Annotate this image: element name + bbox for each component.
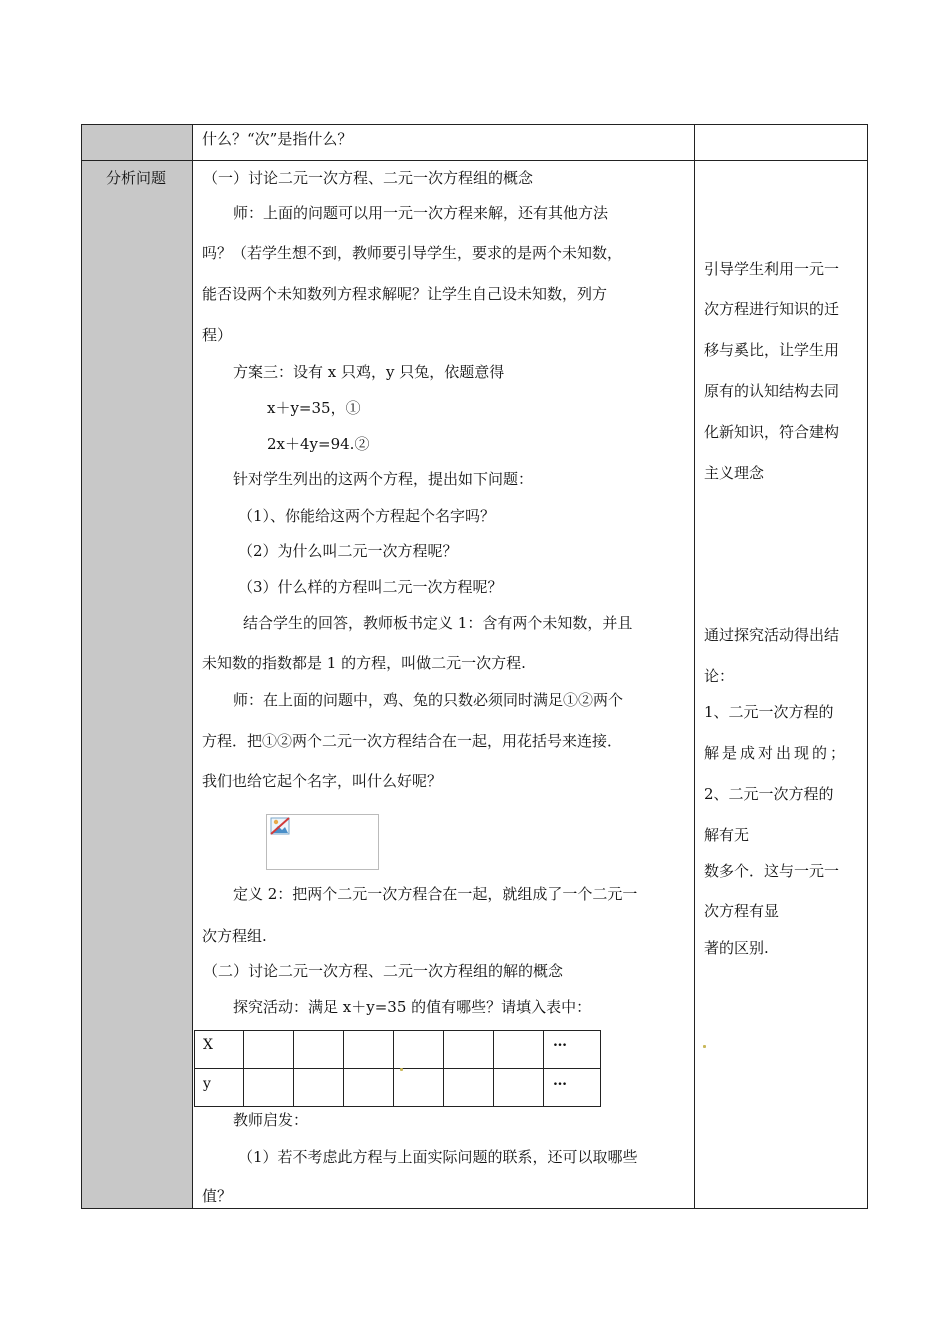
note2-line-5: 2、二元一次方程的 <box>704 785 834 803</box>
note1-line-5: 化新知识，符合建构 <box>704 423 840 441</box>
values-table-row-divider <box>195 1068 600 1069</box>
column-divider-2 <box>694 125 695 1208</box>
teacher-line-3: 我们也给它起个名字，叫什么好呢？ <box>202 772 443 790</box>
definition-1-line-2: 未知数的指数都是 1 的方程，叫做二元一次方程. <box>202 654 526 672</box>
row-y-ellipsis: … <box>553 1073 567 1089</box>
para1-line-3: 能否设两个未知数列方程求解呢？让学生自己设未知数，列方 <box>202 285 608 303</box>
section-label: 分析问题 <box>106 169 167 187</box>
note1-line-2: 次方程进行知识的迁 <box>704 300 840 318</box>
note2-line-7: 数多个．这与一元一 <box>704 862 840 880</box>
para1-line-4: 程） <box>202 326 233 344</box>
stray-mark <box>400 1068 403 1071</box>
note2-line-1: 通过探究活动得出结 <box>704 626 840 644</box>
teacher-line-2: 方程．把①②两个二元一次方程结合在一起，用花括号来连接． <box>202 732 623 750</box>
para1-line-2: 吗？（若学生想不到，教师要引导学生，要求的是两个未知数， <box>202 244 623 262</box>
row-x-ellipsis: … <box>553 1034 567 1050</box>
question-1: （1）、你能给这两个方程起个名字吗？ <box>238 507 496 525</box>
note2-line-4: 解是成对出现的； <box>704 744 849 762</box>
stray-mark <box>703 1045 706 1048</box>
question-3: （3）什么样的方程叫二元一次方程呢？ <box>238 578 503 596</box>
row-x-header: X <box>203 1037 213 1053</box>
explore-activity: 探究活动：满足 x＋y=35 的值有哪些？请填入表中： <box>233 998 592 1016</box>
teacher-line-1: 师：在上面的问题中，鸡、兔的只数必须同时满足①②两个 <box>233 691 624 709</box>
note2-line-8: 次方程有显 <box>704 902 780 920</box>
note1-line-3: 移与奚比，让学生用 <box>704 341 840 359</box>
hint-line-2: 值？ <box>202 1187 233 1205</box>
equation-1: x＋y=35，① <box>267 399 361 417</box>
column-divider-1 <box>192 125 193 1208</box>
hint-line-1: （1）若不考虑此方程与上面实际问题的联系，还可以取哪些 <box>238 1148 638 1166</box>
hint-title: 教师启发： <box>233 1111 309 1129</box>
row-y-header: y <box>203 1076 211 1092</box>
row-divider <box>82 160 867 161</box>
note2-line-9: 著的区别. <box>704 939 769 957</box>
note1-line-4: 原有的认知结构去同 <box>704 382 840 400</box>
heading-1: （一）讨论二元一次方程、二元一次方程组的概念 <box>203 169 534 187</box>
definition-2-line-1: 定义 2：把两个二元一次方程合在一起，就组成了一个二元一 <box>233 885 638 903</box>
plan3-text: 方案三：设有 x 只鸡，y 只兔，依题意得 <box>233 363 505 381</box>
label-column-shading <box>82 125 192 1208</box>
row0-text: 什么？“次”是指什么？ <box>202 130 353 148</box>
broken-image-icon <box>270 817 290 839</box>
image-placeholder <box>266 814 379 870</box>
note1-line-6: 主义理念 <box>704 464 765 482</box>
para1-line-1: 师：上面的问题可以用一元一次方程来解，还有其他方法 <box>233 204 609 222</box>
note2-line-3: 1、二元一次方程的 <box>704 703 834 721</box>
note1-line-1: 引导学生利用一元一 <box>704 260 840 278</box>
equation-2: 2x＋4y=94.② <box>267 435 370 453</box>
definition-1-line-1: 结合学生的回答，教师板书定义 1：含有两个未知数，并且 <box>243 614 633 632</box>
note2-line-2: 论： <box>704 667 735 685</box>
definition-2-line-2: 次方程组. <box>202 927 267 945</box>
values-table <box>194 1030 601 1107</box>
questions-intro: 针对学生列出的这两个方程，提出如下问题： <box>233 470 534 488</box>
note2-line-6: 解有无 <box>704 826 750 844</box>
question-2: （2）为什么叫二元一次方程呢？ <box>238 542 458 560</box>
heading-2: （二）讨论二元一次方程、二元一次方程组的解的概念 <box>203 962 564 980</box>
